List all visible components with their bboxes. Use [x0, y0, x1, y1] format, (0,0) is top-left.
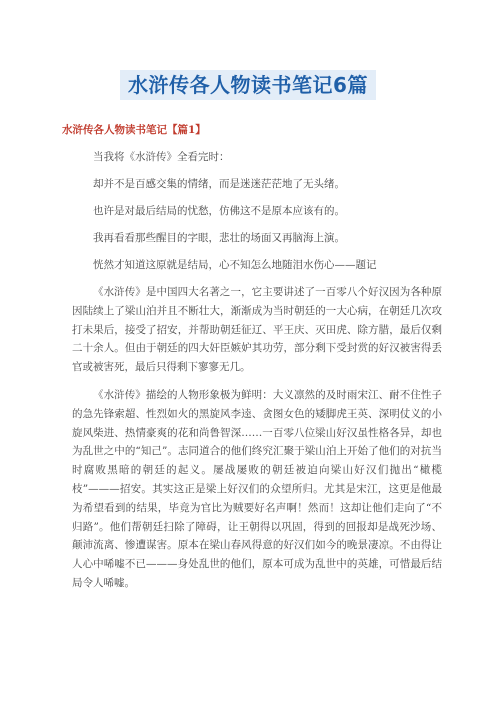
paragraph: 《水浒传》描绘的人物形象极为鲜明：大义凛然的及时雨宋江、耐不住性子的急先锋索超、性烈如火的黑旋风李逵、贪图女色的矮脚虎王英、深明仗义的小旋风柴进、热情豪爽的花和尚鲁智深……一百零八位梁山好汉虽性格各异，却也为乱世之中的“知己”。志同道合的他们终究汇聚于梁山泊上开始了他们的对抗当时腐败黑暗的朝廷的起义。屡战屡败的朝廷被迫向梁山好汉们抛出“橄榄枝”———招安。其实这正是梁上好汉们的众望所归。尤其是宋江，这更是他最为希望看到的结果，毕竟为官比为贼要好名声啊！然而！这却让他们走向了“不归路”。他们帮朝廷扫除了障碍，让王朝得以巩固，得到的回报却是战死沙场、颠沛流离、惨遭谋害。原本在梁山春风得意的好汉们如今的晚景凄凉。不由得让人心中唏嘘不已———身处乱世的他们，原本可成为乱世中的英雄，可惜最后结局令人唏嘘。 — [72, 388, 442, 589]
text-line: 恍然才知道这原就是结局，心不知怎么地随泪水伤心——题记 — [93, 259, 377, 271]
title-block — [0, 70, 496, 100]
paragraph: 《水浒传》是中国四大名著之一，它主要讲述了一百零八个好汉因为各种原因陆续上了梁山泊并且不断壮大，渐渐成为当时朝廷的一大心病，在朝廷几次攻打未果后，接受了招安，并帮助朝廷征辽、平王庆、灭田虎、除方腊，最后仅剩二十余人。但由于朝廷的四大奸臣嫉妒其功劳，部分剩下受封赏的好汉被害得丢官或被害死，最后只得剩下寥寥无几。 — [72, 286, 442, 374]
page-title: 水浒传各人物读书笔记6篇 — [120, 70, 376, 100]
text-line: 却并不是百感交集的情绪，而是迷迷茫茫地了无头绪。 — [93, 178, 345, 190]
text-line: 我再看看那些醒目的字眼，悲壮的场面又再脑海上演。 — [93, 232, 345, 244]
text-line: 当我将《水浒传》全看完时： — [93, 151, 230, 163]
text-line: 也许是对最后结局的忧愁，仿佛这不是原本应该有的。 — [93, 205, 345, 217]
section-heading: 水浒传各人物读书笔记【篇1】 — [62, 124, 206, 136]
body-text — [72, 148, 442, 593]
